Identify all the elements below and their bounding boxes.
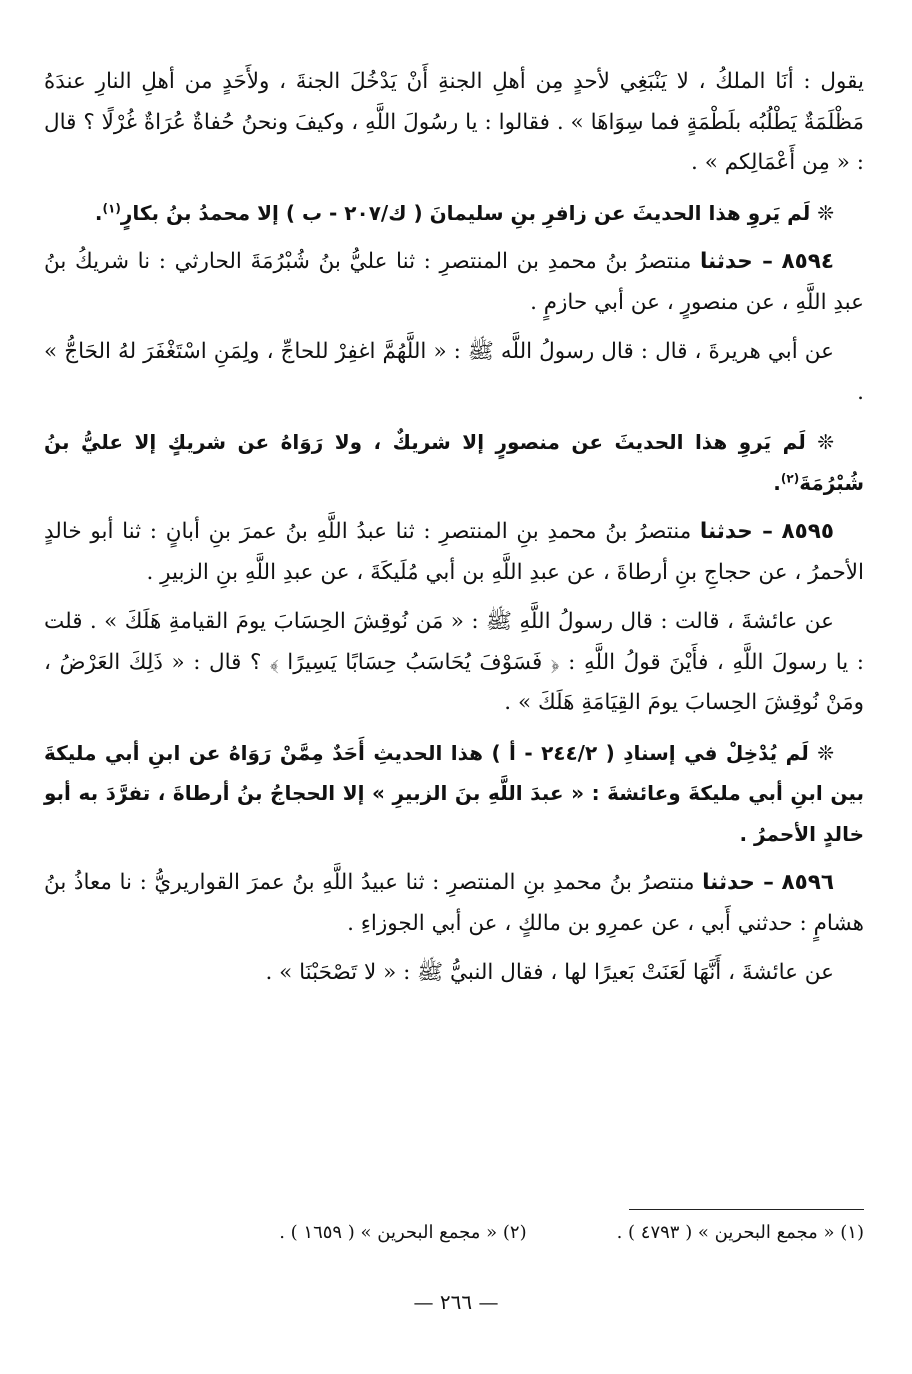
hadith-number: ٨٥٩٤ [781, 249, 834, 274]
body-text: عن عائشةَ ، أَنَّهَا لَعَنَتْ بَعيرًا لها ، فقال النبيُّ ﷺ : « لا تَصْحَبْنَا » . [265, 960, 834, 985]
note-tail: . [773, 470, 781, 495]
editor-note [44, 422, 864, 503]
editor-note [44, 193, 864, 234]
note-text: ❊ لَم يَروِ هذا الحديثَ عن زافرِ بنِ سليمانَ ( ك/٢٠٧ - ب ) إلا محمدُ بنُ بكارٍ [120, 200, 834, 225]
body-text: عن أبي هريرةَ ، قال : قال رسولُ اللَّه ﷺ : « اللَّهُمَّ اغفِرْ للحاجِّ ، ولِمَنِ اسْتَغْفَرَ لهُ الحَاجُّ » . [44, 339, 864, 405]
footnotes [44, 1218, 864, 1248]
footnote-divider [629, 1209, 864, 1210]
editor-note [44, 733, 864, 855]
isnad-text: منتصرُ بنُ محمدِ بنِ المنتصرِ : ثنا عبيدُ اللَّهِ بنُ عمرَ القواريريُّ : نا معاذُ بنُ هشامٍ : حدثني أَبي ، عن عمرِو بن مالكٍ ، عن أبي الجوزاءِ . [44, 870, 864, 936]
note-tail: . [94, 200, 103, 225]
hadith-entry [44, 512, 864, 593]
hadith-entry [44, 863, 864, 944]
body-text: عن عائشةَ ، قالت : قال رسولُ اللَّهِ ﷺ : « مَن نُوقِشَ الحِسَابَ يومَ القيامةِ هَلَكَ » . قلت : يا رسولَ اللَّهِ ، فأَيْنَ قولُ اللَّهِ : ﴿ فَسَوْفَ يُحَاسَبُ حِسَابًا يَسِيرًا ﴾ ؟ قال : « ذَلِكَ العَرْضُ ، ومَنْ نُوقِشَ الحِسابَ يومَ القِيَامَةِ هَلَكَ » . [44, 609, 864, 715]
note-text: ❊ لَم يَروِ هذا الحديثَ عن منصورٍ إلا شريكٌ ، ولا رَوَاهُ عن شريكٍ إلا عليُّ بنُ شُبْرُمَةَ [44, 430, 864, 495]
footnote-2: (٢) « مجمع البحرين » ( ١٦٥٩ ) . [279, 1222, 527, 1243]
hadith-label: – حدثنا [699, 249, 773, 274]
hadith-number: ٨٥٩٦ [781, 870, 834, 895]
footnote-marker: (١) [102, 200, 121, 215]
isnad-text: منتصرُ بنُ محمدِ بن المنتصرِ : ثنا عليُّ بنُ شُبْرُمَةَ الحارثي : نا شريكُ بنُ عبدِ اللَّهِ ، عن منصورٍ ، عن أبي حازمٍ . [44, 249, 864, 315]
isnad-text: منتصرُ بنُ محمدِ بنِ المنتصرِ : ثنا عبدُ اللَّهِ بنُ عمرَ بنِ أبانٍ : ثنا أبو خالدٍ الأحمرُ ، عن حجاجِ بنِ أرطاةَ ، عن عبدِ اللَّهِ بن أبي مُلَيكَةَ ، عن عبدِ اللَّهِ بنِ الزبيرِ . [44, 519, 864, 585]
body-text: يقول : أنَا الملكُ ، لا يَنْبَغِي لأحدٍ مِن أهلِ الجنةِ أَنْ يَدْخُلَ الجنةَ ، ولأَحَدٍ من أهلِ النارِ عندَهُ مَظْلَمَةٌ يَطْلُبُه بلَطْمَةٍ فما سِوَاهَا » . فقالوا : يا رسُولَ اللَّهِ ، وكيفَ ونحنُ حُفاةٌ عُرَاةٌ غُرْلًا ؟ قال : « مِن أَعْمَالِكم » . [44, 69, 864, 175]
hadith-label: – حدثنا [699, 519, 773, 544]
hadith-label: – حدثنا [702, 870, 774, 895]
footnote-1: (١) « مجمع البحرين » ( ٤٧٩٣ ) . [616, 1222, 864, 1243]
page-number: — ٢٦٦ — [413, 1290, 499, 1314]
footnote-marker: (٢) [780, 470, 800, 485]
hadith-number: ٨٥٩٥ [781, 519, 835, 544]
page-body [44, 62, 864, 1003]
hadith-entry [44, 242, 864, 323]
note-text: ❊ لَم يُدْخِلْ في إسنادِ ( ٢٤٤/٢ - أ ) هذا الحديثِ أَحَدٌ مِمَّنْ رَوَاهُ عن ابنِ أبي مليكةَ بين ابنِ أبي مليكةَ وعائشةَ : « عبدَ اللَّهِ بنَ الزبيرِ » إلا الحجاجُ بنُ أرطاةَ ، تفرَّدَ به أبو خالدٍ الأحمرُ . [44, 740, 864, 846]
